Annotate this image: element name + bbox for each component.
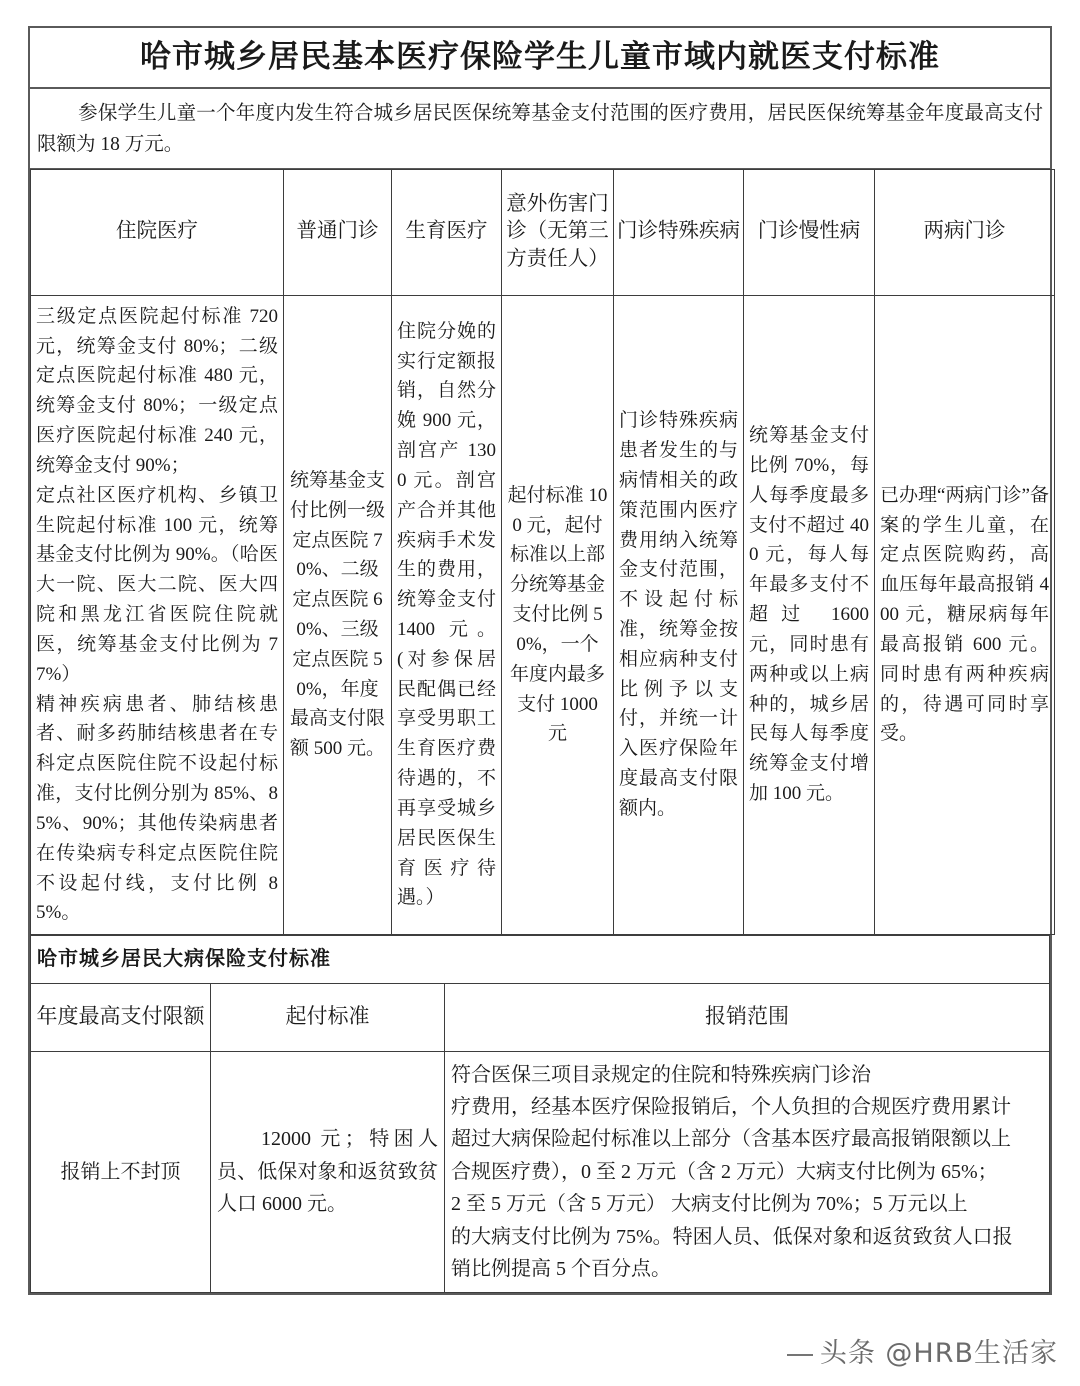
cell-special-disease: 门诊特殊疾病患者发生的与病情相关的政策范围内医疗费用纳入统筹金支付范围，不设起付标准，统筹金按相应病种支付比例予以支付，并统一计入医疗保险年度最高支付限额内。	[614, 295, 744, 934]
scope-line-4: 合规医疗费），0 至 2 万元（含 2 万元）大病支付比例为 65%；	[451, 1160, 998, 1183]
table-header-row	[31, 169, 1055, 295]
column-header-annual-cap: 年度最高支付限额	[31, 983, 211, 1051]
cell-inpatient: 三级定点医院起付标准 720 元，统筹金支付 80%；二级定点医院起付标准 480 元，统筹金支付 80%；一级定点医疗医院起付标准 240 元，统筹金支付 90%； 定点社区医疗机构、乡镇卫生院起付标准 100 元，统筹基金支付比例为 90%。（哈医大一院、医大二院、医大四院和黑龙江省医院住院就医，统筹基金支付比例为 77%） 精神疾病患者、肺结核患者、耐多药肺结核患者在专科定点医院住院不设起付标准，支付比例分别为 85%、85%、90%；其他传染病患者在传染病专科定点医院住院不设起付线，支付比例 85%。	[31, 295, 284, 934]
column-header-accident-outpatient: 意外伤害门诊（无第三方责任人）	[502, 169, 614, 295]
scope-line-1: 符合医保三项目录规定的住院和特殊疾病门诊治	[451, 1063, 871, 1086]
cell-two-diseases: 已办理“两病门诊”备案的学生儿童，在定点医院购药，高血压每年最高报销 400 元，糖尿病每年最高报销 600 元。同时患有两种疾病的，待遇可同时享受。	[875, 295, 1055, 934]
payment-standards-table	[30, 169, 1055, 935]
cell-annual-cap: 报销上不封顶	[31, 1051, 211, 1293]
scope-line-6: 的大病支付比例为 75%。特困人员、低保对象和返贫致贫人口报	[451, 1225, 1013, 1248]
column-header-chronic-disease: 门诊慢性病	[744, 169, 875, 295]
document-page	[28, 26, 1052, 1295]
cell-accident-outpatient: 起付标准 100 元，起付标准以上部分统筹基金支付比例 50%，一个年度内最多支付 1000 元	[502, 295, 614, 934]
watermark	[787, 1331, 1058, 1370]
cell-deductible	[211, 1051, 445, 1293]
table-row	[31, 1051, 1050, 1293]
section-title-row	[31, 936, 1050, 983]
section-title: 哈市城乡居民大病保险支付标准	[31, 936, 1050, 983]
scope-line-3: 超过大病保险起付标准以上部分（含基本医疗最高报销限额以上	[451, 1128, 1011, 1151]
intro-text: 参保学生儿童一个年度内发生符合城乡居民医保统筹基金支付范围的医疗费用，居民医保统筹基金年度最高支付限额为 18 万元。	[37, 102, 1043, 156]
page-title: 哈市城乡居民基本医疗保险学生儿童市域内就医支付标准	[30, 28, 1050, 89]
column-header-outpatient-general: 普通门诊	[284, 169, 392, 295]
column-header-scope: 报销范围	[445, 983, 1050, 1051]
column-header-two-diseases: 两病门诊	[875, 169, 1055, 295]
cell-scope	[445, 1051, 1050, 1293]
intro-paragraph	[30, 89, 1050, 169]
scope-line-7: 销比例提高 5 个百分点。	[451, 1257, 671, 1280]
scope-line-5: 2 至 5 万元（含 5 万元） 大病支付比例为 70%；5 万元以上	[451, 1193, 968, 1216]
column-header-special-disease: 门诊特殊疾病	[614, 169, 744, 295]
table-header-row	[31, 983, 1050, 1051]
column-header-inpatient: 住院医疗	[31, 169, 284, 295]
cell-chronic-disease: 统筹基金支付比例 70%，每人每季度最多支付不超过 400 元，每人每年最多支付不超过 1600 元，同时患有两种或以上病种的，城乡居民每人每季度统筹金支付增加 100 元。	[744, 295, 875, 934]
cell-deductible-text: 12000 元；特困人员、低保对象和返贫致贫人口 6000 元。	[217, 1128, 438, 1216]
column-header-maternity: 生育医疗	[392, 169, 502, 295]
cell-outpatient-general: 统筹基金支付比例一级定点医院 70%、二级定点医院 60%、三级定点医院 50%，年度最高支付限额 500 元。	[284, 295, 392, 934]
column-header-deductible: 起付标准	[211, 983, 445, 1051]
critical-illness-table	[30, 935, 1050, 1293]
watermark-text: 头条 @HRB生活家	[819, 1338, 1058, 1369]
cell-maternity: 住院分娩的实行定额报销，自然分娩 900 元，剖宫产 1300 元。剖宫产合并其他疾病手术发生的费用，统筹金支付 1400 元。(对参保居民配偶已经享受男职工生育医疗费待遇的，不再享受城乡居民医保生育医疗待遇。）	[392, 295, 502, 934]
table-row	[31, 295, 1055, 934]
scope-line-2: 疗费用，经基本医疗保险报销后，个人负担的合规医疗费用累计	[451, 1095, 1011, 1118]
watermark-dash-icon	[787, 1354, 813, 1356]
